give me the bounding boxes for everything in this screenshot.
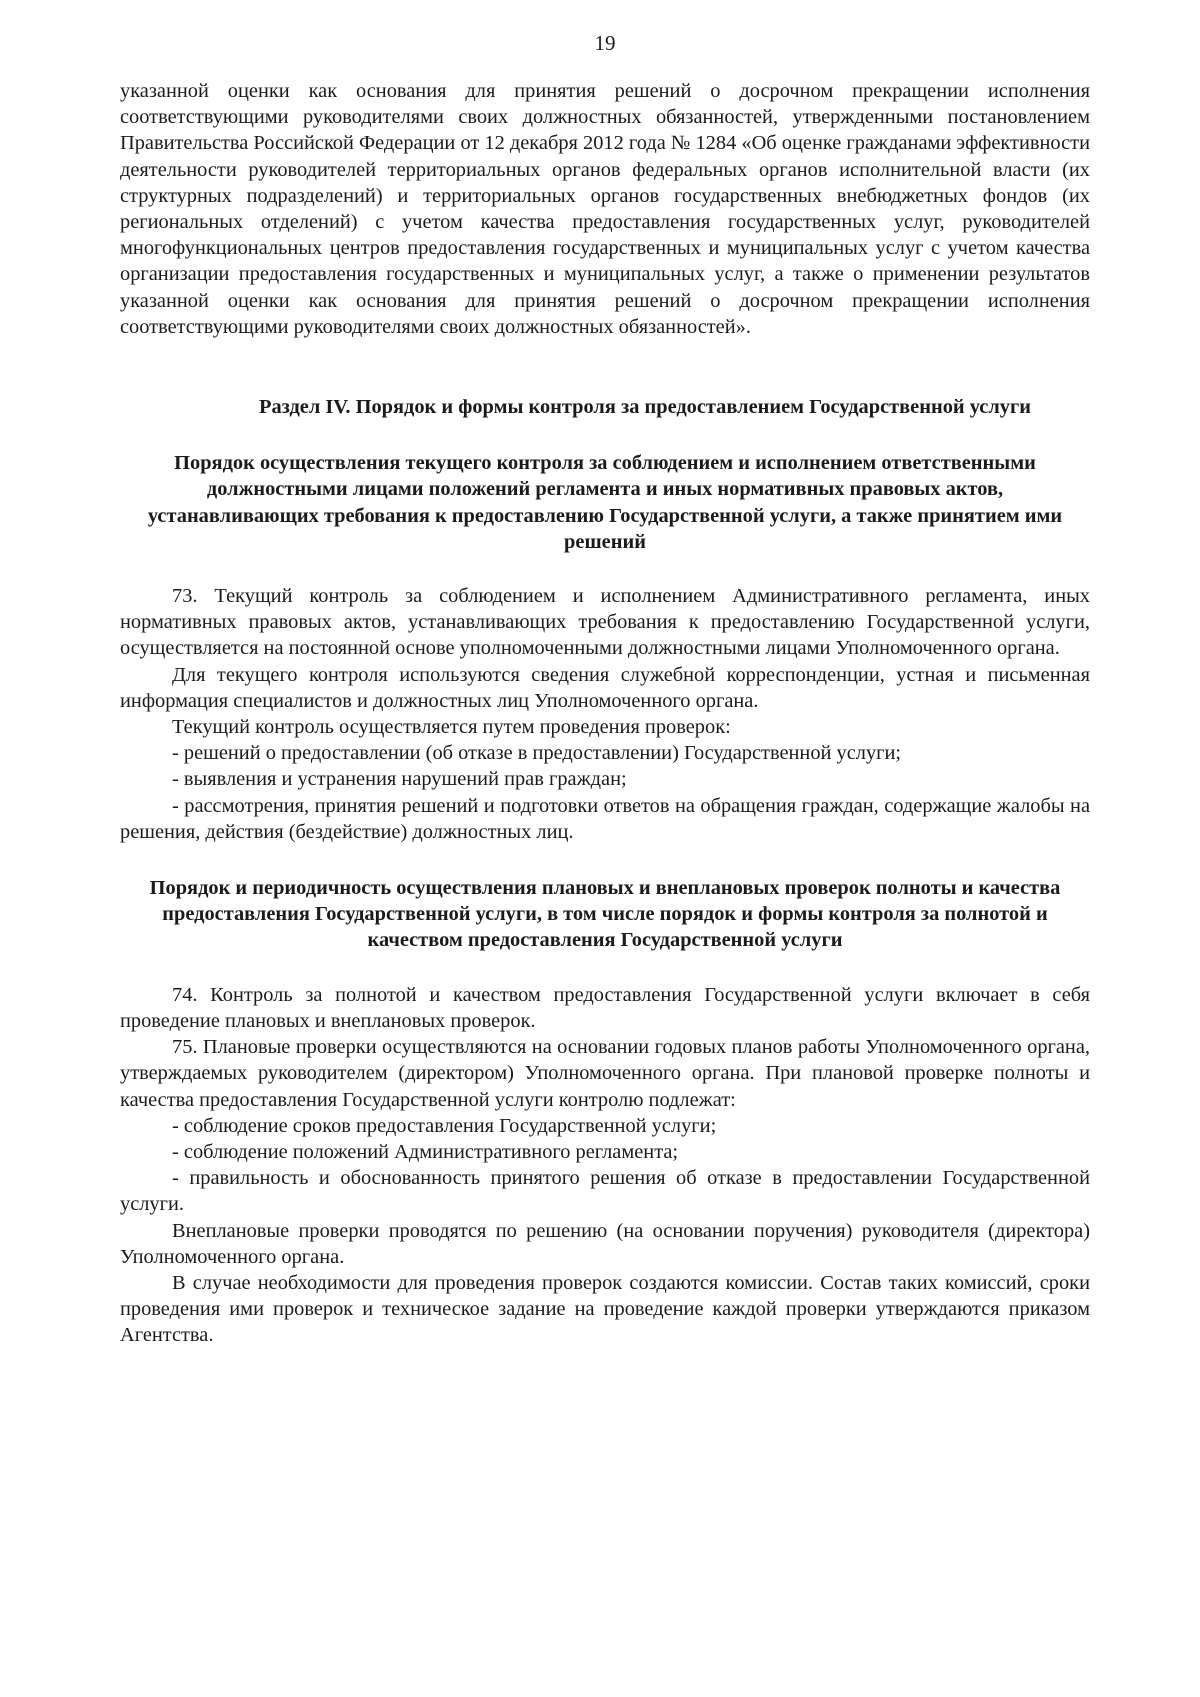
paragraph-unscheduled-checks: Внеплановые проверки проводятся по решению (на основании поручения) руководителя (директора) Уполномоченного органа. — [120, 1219, 1090, 1268]
list-item-decisions: - решений о предоставлении (об отказе в предоставлении) Государственной услуги; — [172, 742, 902, 765]
paragraph-commissions: В случае необходимости для проведения проверок создаются комиссии. Состав таких комиссий, сроки проведения ими проверок и техническое задание на проведение каждой проверки утверждаются приказом Агентства. — [120, 1271, 1090, 1347]
list-item-violations: - выявления и устранения нарушений прав граждан; — [172, 768, 627, 791]
list-item-refusal-validity: - правильность и обоснованность принятого решения об отказе в предоставлении Государственной услуги. — [120, 1167, 1090, 1216]
paragraph-73: 73. Текущий контроль за соблюдением и исполнением Административного регламента, иных нормативных правовых актов, устанавливающих требования к предоставлению Государственной услуги, осуществляется на постоянной основе уполномоченными должностными лицами Уполномоченного органа. — [120, 585, 1090, 660]
paragraph-checks-intro: Текущий контроль осуществляется путем проведения проверок: — [172, 716, 731, 739]
paragraph-74: 74. Контроль за полнотой и качеством предоставления Государственной услуги включает в себя проведение плановых и внеплановых проверок. — [120, 983, 1090, 1032]
paragraph-75: 75. Плановые проверки осуществляются на основании годовых планов работы Уполномоченного органа, утверждаемых руководителем (директором) Уполномоченного органа. При плановой проверке полноты и качества предоставления Государственной услуги контролю подлежат: — [120, 1036, 1090, 1111]
document-page — [120, 30, 1090, 1349]
section-title: Раздел IV. Порядок и формы контроля за предоставлением Государственной услуги — [259, 396, 1031, 419]
subsection-title-planned-checks: Порядок и периодичность осуществления плановых и внеплановых проверок полноты и качества предоставления Государственной услуги, в том числе порядок и формы контроля за полнотой и качеством предоставления Государственной услуги — [149, 877, 1061, 952]
subsection-title-current-control: Порядок осуществления текущего контроля за соблюдением и исполнением ответственными должностными лицами положений регламента и иных нормативных правовых актов, устанавливающих требования к предоставлению Государственной услуги, а также принятием ими решений — [147, 452, 1063, 553]
intro-paragraph: указанной оценки как основания для принятия решений о досрочном прекращении исполнения соответствующими руководителями своих должностных обязанностей, утвержденными постановлением Правительства Российской Федерации от 12 декабря 2012 года № 1284 «Об оценке гражданами эффективности деятельности руководителей территориальных органов федеральных органов исполнительной власти (их структурных подразделений) и территориальных органов государственных внебюджетных фондов (их региональных отделений) с учетом качества предоставления государственных услуг, руководителей многофункциональных центров предоставления государственных и муниципальных услуг с учетом качества организации предоставления государственных и муниципальных услуг, а также о применении результатов указанной оценки как основания для принятия решений о досрочном прекращении исполнения соответствующими руководителями своих должностных обязанностей». — [120, 80, 1090, 338]
list-item-appeals: - рассмотрения, принятия решений и подготовки ответов на обращения граждан, содержащие жалобы на решения, действия (бездействие) должностных лиц. — [120, 794, 1090, 843]
list-item-regulation: - соблюдение положений Административного регламента; — [172, 1140, 679, 1163]
paragraph-info-sources: Для текущего контроля используются сведения служебной корреспонденции, устная и письменная информация специалистов и должностных лиц Уполномоченного органа. — [120, 663, 1090, 712]
list-item-deadlines: - соблюдение сроков предоставления Государственной услуги; — [172, 1114, 717, 1137]
page-number: 19 — [594, 31, 616, 55]
subsection-body-planned-checks — [120, 982, 1090, 1349]
subsection-body-current-control — [120, 583, 1090, 845]
